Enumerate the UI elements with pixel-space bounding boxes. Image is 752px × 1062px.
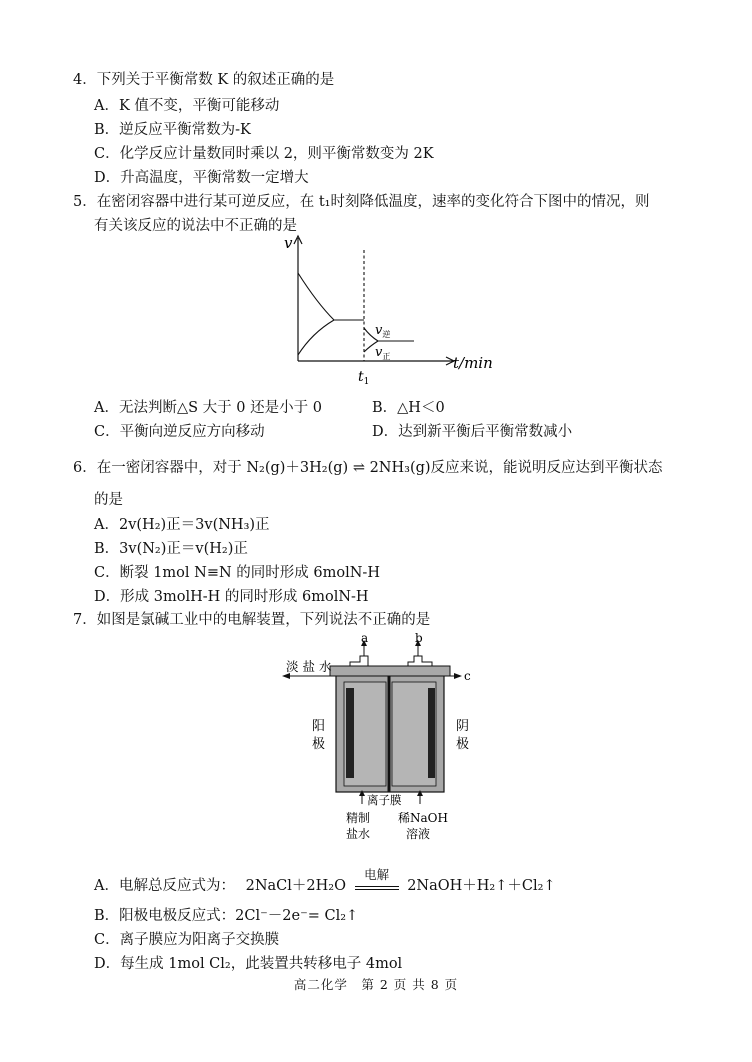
- label-c: c: [464, 669, 471, 683]
- cathode-electrode: [428, 688, 435, 778]
- label-refined-brine-2: 盐水: [346, 827, 371, 841]
- q7-option-a: [94, 867, 556, 895]
- q6-option-b: B．3v(N₂)正＝v(H₂)正: [94, 541, 248, 557]
- label-refined-brine-1: 精制: [346, 811, 371, 825]
- label-membrane: 离子膜: [367, 793, 402, 807]
- outlet-b-pipe: [408, 656, 432, 666]
- q4-option-b: B．逆反应平衡常数为-K: [94, 122, 251, 138]
- cell-lid: [330, 666, 450, 676]
- x-axis-label: t/min: [453, 354, 493, 372]
- q5-option-d: D．达到新平衡后平衡常数减小: [372, 424, 573, 440]
- rate-time-graph: [282, 228, 512, 388]
- q6-option-d: D．形成 3molH-H 的同时形成 6molN-H: [94, 589, 369, 605]
- q5-option-a: A．无法判断△S 大于 0 还是小于 0: [94, 400, 322, 416]
- t1-label: $t_1$: [358, 369, 370, 387]
- label-dilute-naoh-2: 溶液: [406, 827, 431, 841]
- q6-stem-line2: 的是: [94, 492, 123, 508]
- q4-option-c: C．化学反应计量数同时乘以 2，则平衡常数变为 2K: [94, 146, 434, 162]
- q7-option-b: B．阳极电极反应式：2Cl⁻－2e⁻= Cl₂↑: [94, 908, 359, 924]
- q4-option-a: A．K 值不变，平衡可能移动: [94, 98, 280, 114]
- q7-option-a-label: A．电解总反应式为：: [94, 878, 235, 894]
- label-anode-1: 阳: [312, 719, 326, 734]
- q7-stem: 7．如图是氯碱工业中的电解装置，下列说法不正确的是: [73, 612, 431, 628]
- electrolysis-cell-diagram: [278, 632, 488, 852]
- label-dilute-naoh-1: 稀NaOH: [398, 811, 448, 825]
- anode-electrode: [346, 688, 354, 778]
- q6-option-c: C．断裂 1mol N≡N 的同时形成 6molN-H: [94, 565, 380, 581]
- v-reverse-label: $v_逆$: [375, 323, 391, 339]
- q5-stem-line1: 5．在密闭容器中进行某可逆反应，在 t₁时刻降低温度，速率的变化符合下图中的情况，则: [73, 194, 650, 210]
- outlet-c-arrowhead: [454, 673, 462, 679]
- page-footer: 高二化学 第 2 页 共 8 页: [293, 977, 459, 992]
- curve-forward: [298, 320, 334, 355]
- label-cathode-2: 极: [456, 737, 470, 752]
- label-a: a: [361, 632, 369, 645]
- q7-equation-left: 2NaCl＋2H₂O: [245, 878, 346, 894]
- q6-stem-line1: 6．在一密闭容器中，对于 N₂(g)＋3H₂(g) ⇌ 2NH₃(g)反应来说，能说明反应达到平衡状态: [73, 460, 663, 476]
- q7-equation-condition: 电解: [355, 880, 399, 890]
- label-anode-2: 极: [312, 737, 326, 752]
- q5-option-c: C．平衡向逆反应方向移动: [94, 424, 265, 440]
- q4-option-d: D．升高温度，平衡常数一定增大: [94, 170, 309, 186]
- q6-option-a: A．2v(H₂)正＝3v(NH₃)正: [94, 517, 270, 533]
- outlet-a-pipe: [350, 656, 368, 666]
- curve-reverse: [298, 273, 364, 320]
- q5-stem-line2: 有关该反应的说法中不正确的是: [94, 218, 297, 234]
- label-b: b: [415, 632, 423, 645]
- q7-option-c: C．离子膜应为阳离子交换膜: [94, 932, 280, 948]
- q7-equation-right: 2NaOH＋H₂↑＋Cl₂↑: [407, 878, 556, 894]
- label-cathode-1: 阴: [456, 719, 470, 734]
- q4-stem: 4．下列关于平衡常数 K 的叙述正确的是: [73, 72, 335, 88]
- q5-option-b: B．△H＜0: [372, 400, 445, 416]
- q7-option-d: D．每生成 1mol Cl₂，此装置共转移电子 4mol: [94, 956, 403, 972]
- label-dilute-brine: 淡 盐 水: [286, 659, 332, 674]
- v-forward-label: $v_正$: [375, 345, 391, 361]
- y-axis-label: v: [284, 234, 293, 252]
